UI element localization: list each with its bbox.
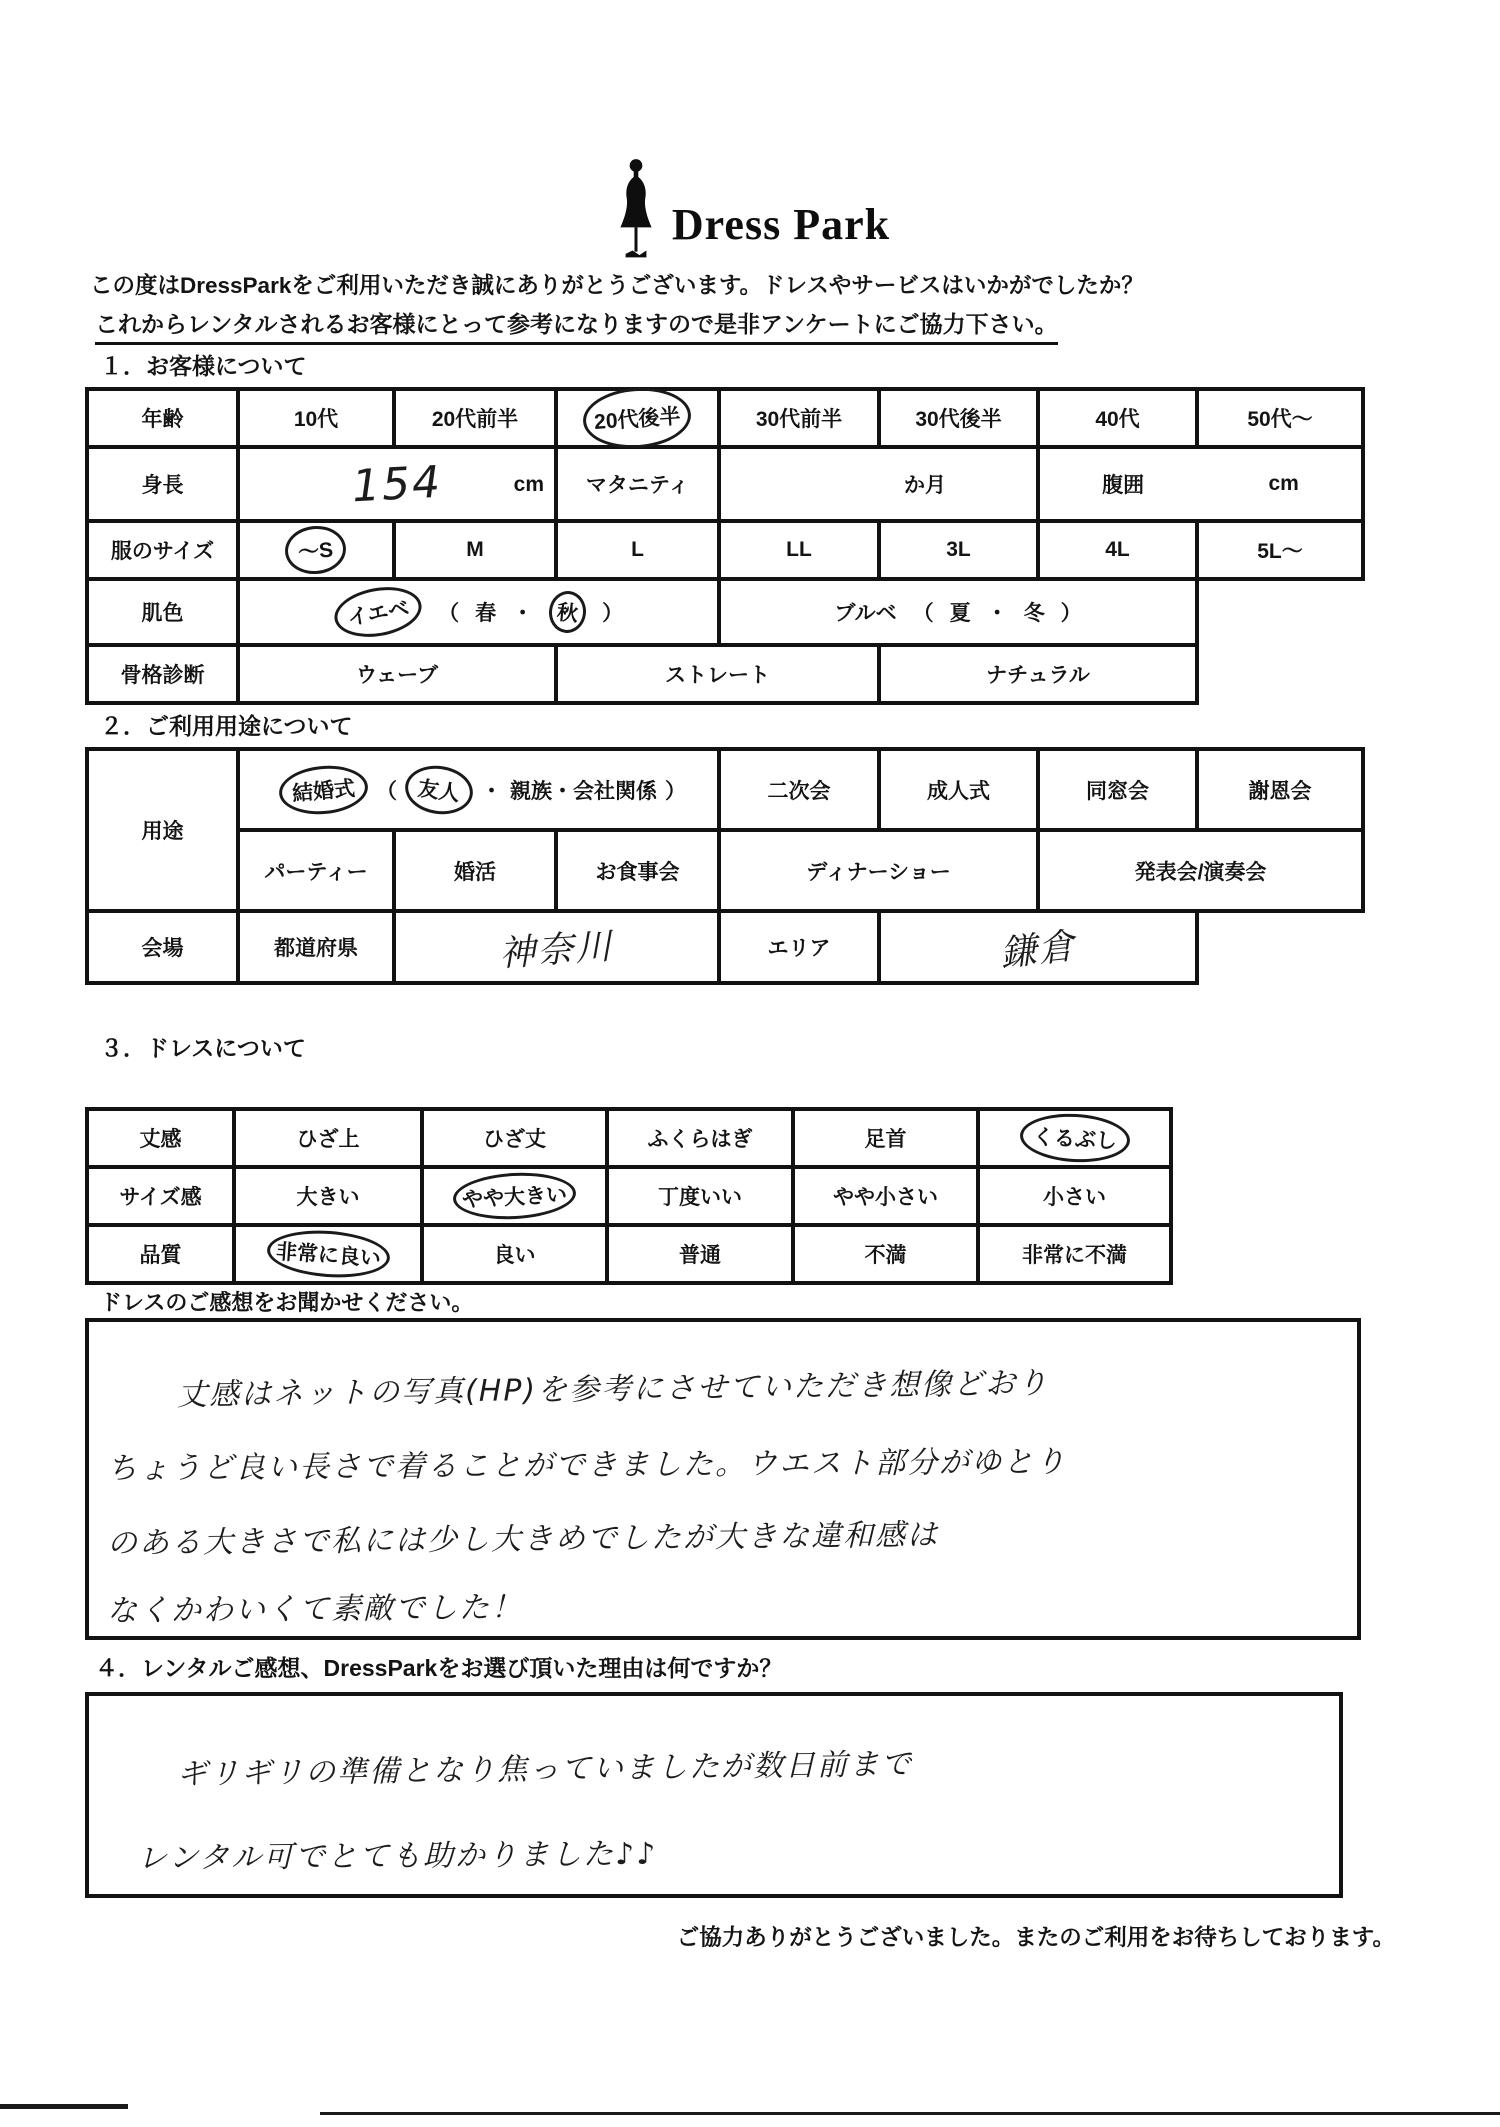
selection-circle: 非常に良い xyxy=(265,1227,391,1281)
logo xyxy=(0,158,1500,262)
skin-season-winter: 冬 xyxy=(1023,602,1045,625)
skin-yellow-cell xyxy=(236,577,721,647)
age-option-50s: 50代～ xyxy=(1195,387,1365,449)
brand-name: Dress Park xyxy=(671,199,891,249)
prefecture-value-cell xyxy=(392,909,721,985)
selection-circle: ～S xyxy=(284,523,349,576)
length-option-ankle: 足首 xyxy=(791,1107,980,1169)
intro-thanks-line: この度はDressParkをご利用いただき誠にありがとうございます。ドレスやサービスはいかがでしたか？ xyxy=(90,273,1144,298)
quality-option-very-good xyxy=(232,1223,424,1285)
waist-label: 腹囲 xyxy=(1102,474,1145,497)
section3-title: ３．ドレスについて xyxy=(100,1035,306,1061)
dress-form-icon xyxy=(610,158,662,262)
section1-title: １．お客様について xyxy=(100,353,307,379)
feedback-line-3: のある大きさで私には少し大きめでしたが大きな違和感は xyxy=(106,1517,940,1562)
paren-open: （ xyxy=(912,602,934,625)
dot-separator: ・ xyxy=(481,779,502,803)
height-label: 身長 xyxy=(85,445,240,523)
maternity-months-cell: か月 xyxy=(717,445,1040,523)
dress-feedback-label: ドレスのご感想をお聞かせください。 xyxy=(100,1290,474,1315)
fit-row xyxy=(85,1165,1173,1227)
usage-row-2 xyxy=(236,828,1365,913)
venue-table xyxy=(85,909,1199,985)
length-option-knee: ひざ丈 xyxy=(420,1107,609,1169)
size-row xyxy=(85,519,1365,581)
selection-circle: 20代後半 xyxy=(581,384,693,451)
fit-option-slightly-small: やや小さい xyxy=(791,1165,980,1227)
area-value-cell xyxy=(877,909,1199,985)
feedback-line-1: 丈感はネットの写真(HP)を参考にさせていただき想像どおり xyxy=(176,1365,1050,1414)
quality-option-normal: 普通 xyxy=(605,1223,795,1285)
skin-tone-row xyxy=(85,577,1365,647)
area-label: エリア xyxy=(717,909,881,985)
size-option-5l: 5L～ xyxy=(1195,519,1365,581)
quality-option-unsatisfied: 不満 xyxy=(791,1223,980,1285)
prefecture-label: 都道府県 xyxy=(236,909,396,985)
length-option-anklebone xyxy=(976,1107,1173,1169)
waist-unit: cm xyxy=(1268,472,1299,495)
fit-option-big: 大きい xyxy=(232,1165,424,1227)
size-option-ll: LL xyxy=(717,519,881,581)
usage-option-konkatsu: 婚活 xyxy=(392,828,558,913)
usage-option-thanks-party: 謝恩会 xyxy=(1195,747,1365,832)
fit-option-slightly-big xyxy=(420,1165,609,1227)
length-row xyxy=(85,1107,1173,1169)
answer-line-1: ギリギリの準備となり焦っていましたが数日前まで xyxy=(176,1746,914,1793)
age-option-10s: 10代 xyxy=(236,387,396,449)
waist-cell xyxy=(1036,445,1365,523)
paren-close: ） xyxy=(665,779,686,803)
paren-close: ） xyxy=(1060,602,1082,625)
skin-label: 肌色 xyxy=(85,577,240,647)
dress-feedback-box xyxy=(85,1318,1361,1640)
skin-season-summer: 夏 xyxy=(949,602,971,625)
selection-circle: イエベ xyxy=(330,581,425,644)
skeleton-option-straight: ストレート xyxy=(554,643,881,705)
usage-row-1 xyxy=(236,747,1365,832)
age-option-late20s xyxy=(554,387,721,449)
paren-close: ） xyxy=(602,602,624,625)
size-label: 服のサイズ xyxy=(85,519,240,581)
skeleton-label: 骨格診断 xyxy=(85,643,240,705)
scan-artifact-line xyxy=(0,2104,128,2109)
fit-label: サイズ感 xyxy=(85,1165,236,1227)
size-option-l: L xyxy=(554,519,721,581)
scan-artifact-line xyxy=(320,2112,1500,2115)
height-unit: cm xyxy=(513,473,544,496)
usage-option-reunion: 同窓会 xyxy=(1036,747,1199,832)
selection-circle: くるぶし xyxy=(1018,1111,1130,1165)
size-option-4l: 4L xyxy=(1036,519,1199,581)
usage-label: 用途 xyxy=(85,747,240,913)
length-option-above-knee: ひざ上 xyxy=(232,1107,424,1169)
quality-row xyxy=(85,1223,1173,1285)
prefecture-handwritten-value: 神奈川 xyxy=(498,925,616,975)
selection-circle: 友人 xyxy=(402,761,476,818)
rental-feedback-box xyxy=(85,1692,1343,1898)
usage-option-afterparty: 二次会 xyxy=(717,747,881,832)
selection-circle: やや大きい xyxy=(452,1170,577,1222)
footer-thanks: ご協力ありがとうございました。またのご利用をお待ちしております。 xyxy=(676,1925,1395,1950)
age-option-late30s: 30代後半 xyxy=(877,387,1040,449)
maternity-label: マタニティ xyxy=(554,445,721,523)
age-option-early20s: 20代前半 xyxy=(392,387,558,449)
quality-label: 品質 xyxy=(85,1223,236,1285)
usage-wedding-cell xyxy=(236,747,721,832)
fit-option-just-right: 丁度いい xyxy=(605,1165,795,1227)
selection-circle: 秋 xyxy=(547,589,588,635)
usage-option-dinner: お食事会 xyxy=(554,828,721,913)
skin-season-spring: 春 xyxy=(475,602,497,625)
feedback-line-2: ちょうど良い長さで着ることができました。ウエスト部分がゆとり xyxy=(106,1444,1068,1487)
usage-relatives: 親族・会社関係 xyxy=(510,779,657,803)
usage-option-recital: 発表会/演奏会 xyxy=(1036,828,1365,913)
answer-line-2: レンタル可でとても助かりました♪♪ xyxy=(136,1836,658,1877)
selection-circle: 結婚式 xyxy=(277,762,370,818)
height-handwritten-value: 154 xyxy=(350,456,444,512)
fit-option-small: 小さい xyxy=(976,1165,1173,1227)
paren-open: （ xyxy=(376,779,397,803)
intro-request-line: これからレンタルされるお客様にとって参考になりますので是非アンケートにご協力下さい。 xyxy=(95,306,1058,345)
skin-blue-cell xyxy=(717,577,1199,647)
size-option-m: M xyxy=(392,519,558,581)
venue-row xyxy=(85,909,1199,985)
usage-option-party: パーティー xyxy=(236,828,396,913)
quality-option-good: 良い xyxy=(420,1223,609,1285)
age-option-early30s: 30代前半 xyxy=(717,387,881,449)
customer-info-table xyxy=(85,387,1365,705)
age-label: 年齢 xyxy=(85,387,240,449)
usage-option-dinner-show: ディナーショー xyxy=(717,828,1040,913)
age-option-40s: 40代 xyxy=(1036,387,1199,449)
dress-rating-table xyxy=(85,1107,1173,1285)
height-row xyxy=(85,445,1365,523)
paren-open: （ xyxy=(438,602,460,625)
skeleton-option-wave: ウェーブ xyxy=(236,643,558,705)
age-row xyxy=(85,387,1365,449)
skeleton-row xyxy=(85,643,1365,705)
feedback-line-4: なくかわいくて素敵でした！ xyxy=(106,1590,524,1629)
area-handwritten-value: 鎌倉 xyxy=(998,925,1079,975)
dot-separator: ・ xyxy=(986,602,1008,625)
venue-label: 会場 xyxy=(85,909,240,985)
usage-options-table xyxy=(236,747,1365,913)
skin-blue-label: ブルベ xyxy=(834,602,897,625)
section4-title: ４．レンタルご感想、DressParkをお選び頂いた理由は何ですか？ xyxy=(95,1655,783,1681)
length-label: 丈感 xyxy=(85,1107,236,1169)
skeleton-option-natural: ナチュラル xyxy=(877,643,1199,705)
size-option-s xyxy=(236,519,396,581)
length-option-calf: ふくらはぎ xyxy=(605,1107,795,1169)
usage-option-coming-of-age: 成人式 xyxy=(877,747,1040,832)
quality-option-very-unsatisfied: 非常に不満 xyxy=(976,1223,1173,1285)
size-option-3l: 3L xyxy=(877,519,1040,581)
height-value-cell xyxy=(236,445,558,523)
dot-separator: ・ xyxy=(512,602,534,625)
section2-title: ２．ご利用用途について xyxy=(100,713,353,739)
